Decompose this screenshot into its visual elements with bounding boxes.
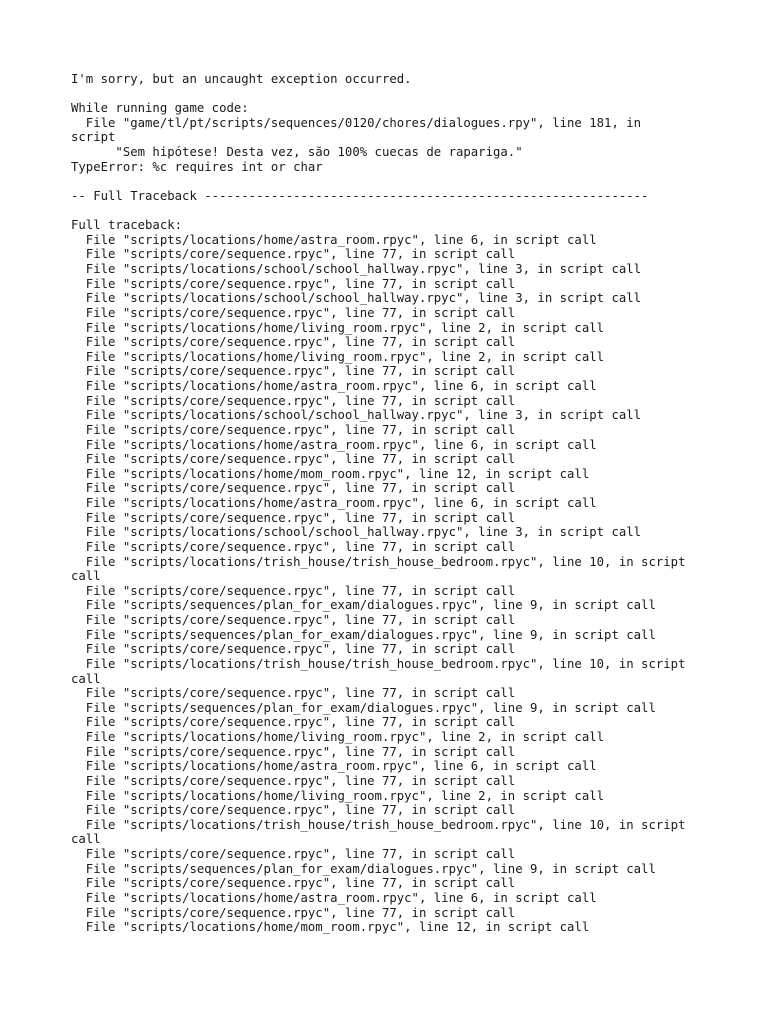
traceback-line: call [71,671,101,686]
traceback-line: File "scripts/core/sequence.rpyc", line 77, in script call [71,452,516,467]
traceback-line: File "scripts/core/sequence.rpyc", line 77, in script call [71,364,516,379]
traceback-line: File "scripts/locations/home/living_room.rpyc", line 2, in script call [71,320,605,335]
traceback-line: File "scripts/locations/school/school_hallway.rpyc", line 3, in script call [71,262,642,277]
traceback-line: File "scripts/core/sequence.rpyc", line 77, in script call [71,744,516,759]
traceback-line: File "scripts/core/sequence.rpyc", line 77, in script call [71,613,516,628]
traceback-line: File "scripts/locations/trish_house/trish_house_bedroom.rpyc", line 10, in script [71,817,686,832]
traceback-line: File "scripts/core/sequence.rpyc", line 77, in script call [71,481,516,496]
traceback-line: File "scripts/core/sequence.rpyc", line 77, in script call [71,847,516,862]
error-message: I'm sorry, but an uncaught exception occurred. [71,72,412,86]
traceback-line: File "scripts/locations/home/mom_room.rpyc", line 12, in script call [71,466,590,481]
traceback-line: File "scripts/core/sequence.rpyc", line 77, in script call [71,276,516,291]
traceback-line: File "game/tl/pt/scripts/sequences/0120/chores/dialogues.rpy", line 181, in [71,115,642,130]
traceback-line: File "scripts/locations/home/astra_room.rpyc", line 6, in script call [71,496,597,511]
traceback-line: File "scripts/locations/trish_house/trish_house_bedroom.rpyc", line 10, in script [71,554,686,569]
traceback-line: File "scripts/locations/home/living_room.rpyc", line 2, in script call [71,349,605,364]
traceback-line: File "scripts/core/sequence.rpyc", line 77, in script call [71,539,516,554]
full-traceback-heading: Full traceback: [71,218,183,233]
dialogue-line: "Sem hipótese! Desta vez, são 100% cuecas de rapariga." [71,145,523,160]
traceback-line: File "scripts/locations/home/mom_room.rpyc", line 12, in script call [71,920,590,935]
blank-line [71,87,711,102]
traceback-line: File "scripts/core/sequence.rpyc", line 77, in script call [71,715,516,730]
traceback-line: call [71,569,101,584]
traceback-line: File "scripts/core/sequence.rpyc", line 77, in script call [71,422,516,437]
traceback-line: File "scripts/core/sequence.rpyc", line 77, in script call [71,905,516,920]
traceback-line: File "scripts/sequences/plan_for_exam/dialogues.rpyc", line 9, in script call [71,627,656,642]
traceback-line: File "scripts/locations/trish_house/trish_house_bedroom.rpyc", line 10, in script [71,656,686,671]
traceback-line: File "scripts/locations/school/school_hallway.rpyc", line 3, in script call [71,525,642,540]
traceback-line: File "scripts/core/sequence.rpyc", line 77, in script call [71,510,516,525]
traceback-line: File "scripts/core/sequence.rpyc", line 77, in script call [71,335,516,350]
blank-line [71,174,711,189]
traceback-line: File "scripts/locations/school/school_hallway.rpyc", line 3, in script call [71,408,642,423]
traceback-line: File "scripts/locations/home/living_room.rpyc", line 2, in script call [71,788,605,803]
traceback-line: File "scripts/core/sequence.rpyc", line 77, in script call [71,247,516,262]
traceback-line: File "scripts/sequences/plan_for_exam/dialogues.rpyc", line 9, in script call [71,861,656,876]
traceback-line: File "scripts/locations/home/astra_room.rpyc", line 6, in script call [71,232,597,247]
traceback-line: File "scripts/core/sequence.rpyc", line 77, in script call [71,803,516,818]
game-code-heading: While running game code: [71,101,249,116]
traceback-line: File "scripts/locations/home/astra_room.rpyc", line 6, in script call [71,379,597,394]
traceback-line: File "scripts/core/sequence.rpyc", line 77, in script call [71,583,516,598]
traceback-line: File "scripts/core/sequence.rpyc", line 77, in script call [71,642,516,657]
traceback-line: File "scripts/sequences/plan_for_exam/dialogues.rpyc", line 9, in script call [71,700,656,715]
blank-line [71,204,711,219]
traceback-line: script [71,130,116,145]
traceback-line: File "scripts/locations/home/astra_room.rpyc", line 6, in script call [71,890,597,905]
traceback-document [71,72,711,935]
traceback-line: File "scripts/core/sequence.rpyc", line 77, in script call [71,773,516,788]
traceback-line: File "scripts/core/sequence.rpyc", line 77, in script call [71,876,516,891]
traceback-line: File "scripts/locations/home/astra_room.rpyc", line 6, in script call [71,437,597,452]
full-traceback-divider: -- Full Traceback ------------------------------------------------------------ [71,188,649,203]
traceback-line: File "scripts/core/sequence.rpyc", line 77, in script call [71,393,516,408]
traceback-line: call [71,832,101,847]
traceback-line: File "scripts/sequences/plan_for_exam/dialogues.rpyc", line 9, in script call [71,598,656,613]
traceback-line: File "scripts/locations/home/astra_room.rpyc", line 6, in script call [71,759,597,774]
traceback-line: File "scripts/locations/home/living_room.rpyc", line 2, in script call [71,730,605,745]
traceback-line: File "scripts/core/sequence.rpyc", line 77, in script call [71,686,516,701]
exception-type: TypeError: %c requires int or char [71,159,323,174]
traceback-line: File "scripts/core/sequence.rpyc", line 77, in script call [71,305,516,320]
traceback-line: File "scripts/locations/school/school_hallway.rpyc", line 3, in script call [71,291,642,306]
